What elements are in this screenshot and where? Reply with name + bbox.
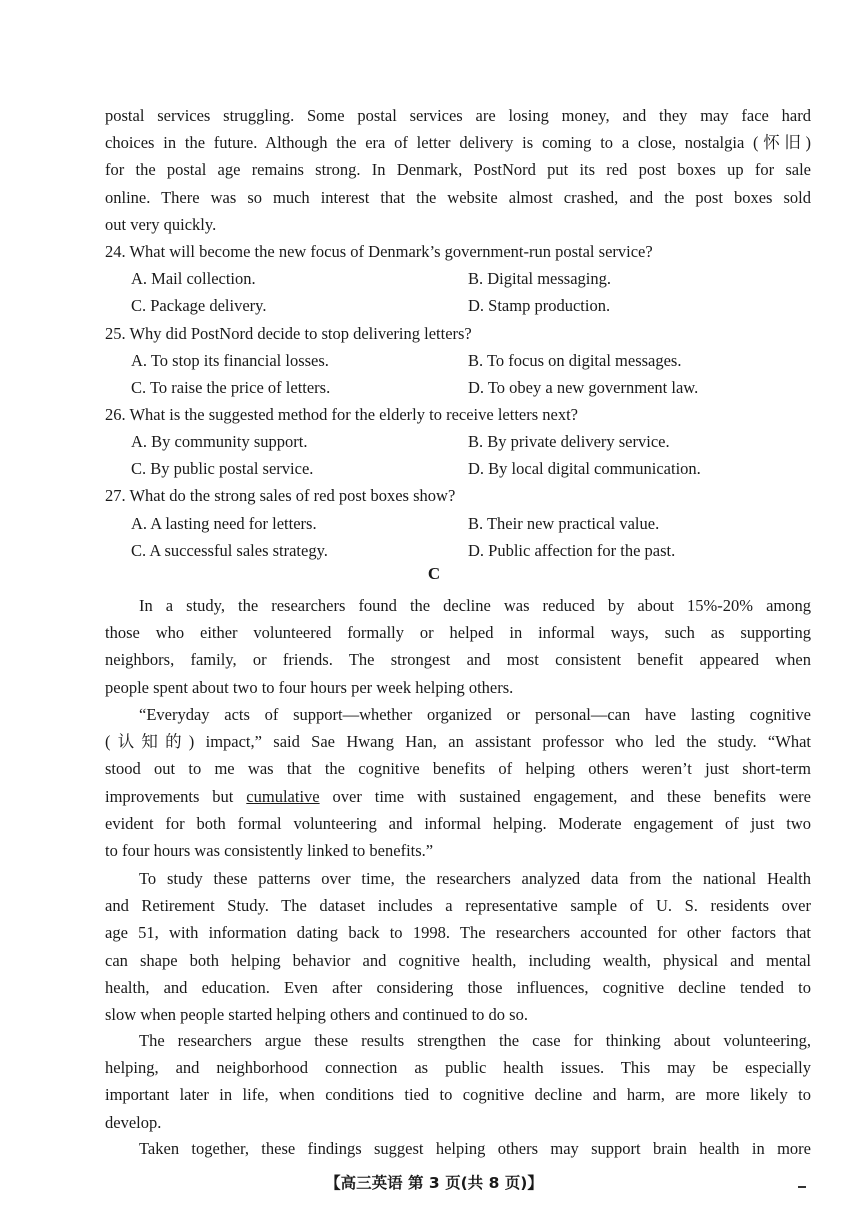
- question-25-option-a: A. To stop its financial losses.: [131, 351, 329, 370]
- paragraph-line: important later in life, when conditions tied to cognitive decline and harm, are more likely to: [105, 1085, 811, 1105]
- line-text: over time with sustained engagement, and these benefits were: [319, 786, 811, 806]
- paragraph-line: helping, and neighborhood connection as public health issues. This may be especially: [105, 1058, 811, 1078]
- section-heading-c: C: [427, 564, 441, 583]
- paragraph-line: [105, 783, 811, 810]
- question-27-option-b: B. Their new practical value.: [468, 514, 660, 533]
- paragraph-line: and Retirement Study. The dataset includes a representative sample of U. S. residents over: [105, 896, 811, 916]
- paragraph-line: In a study, the researchers found the decline was reduced by about 15%-20% among: [139, 596, 811, 615]
- question-24-stem: 24. What will become the new focus of Denmark’s government-run postal service?: [105, 242, 653, 261]
- scan-mark: [798, 1186, 806, 1188]
- question-24-option-d: D. Stamp production.: [468, 296, 611, 315]
- question-24-option-c: C. Package delivery.: [131, 296, 267, 315]
- line-text: improvements but: [105, 786, 247, 806]
- question-25-option-d: D. To obey a new government law.: [468, 378, 699, 397]
- paragraph-line: To study these patterns over time, the researchers analyzed data from the national Health: [139, 869, 811, 888]
- paragraph-line: out very quickly.: [105, 214, 217, 234]
- paragraph-line: slow when people started helping others and continued to do so.: [105, 1005, 528, 1025]
- question-24-option-b: B. Digital messaging.: [468, 269, 611, 288]
- question-26-option-a: A. By community support.: [131, 432, 308, 451]
- question-27-stem: 27. What do the strong sales of red post boxes show?: [105, 486, 456, 505]
- section-c-paragraph-4: [105, 1027, 811, 1136]
- question-25-option-c: C. To raise the price of letters.: [131, 378, 331, 397]
- paragraph-line: those who either volunteered formally or helped in informal ways, such as supporting: [105, 623, 811, 643]
- section-c-paragraph-5: [105, 1135, 811, 1162]
- question-26-option-b: B. By private delivery service.: [468, 432, 670, 451]
- question-26-option-c: C. By public postal service.: [131, 459, 314, 478]
- question-27-option-a: A. A lasting need for letters.: [131, 514, 317, 533]
- section-c-paragraph-3: [105, 865, 811, 1028]
- paragraph-line: evident for both formal volunteering and informal helping. Moderate engagement of just two: [105, 813, 811, 833]
- passage-b-ending: [105, 102, 811, 238]
- paragraph-line: health, and education. Even after considering those influences, cognitive decline tended to: [105, 977, 811, 997]
- paragraph-line: choices in the future. Although the era of letter delivery is coming to a close, nostalgia (怀旧): [105, 133, 811, 153]
- paragraph-line: postal services struggling. Some postal services are losing money, and they may face hard: [105, 106, 811, 125]
- paragraph-line: Taken together, these findings suggest helping others may support brain health in more: [139, 1139, 811, 1158]
- paragraph-line: for the postal age remains strong. In Denmark, PostNord put its red post boxes up for sale: [105, 160, 811, 180]
- question-26-stem: 26. What is the suggested method for the elderly to receive letters next?: [105, 405, 578, 424]
- page-footer: 【高三英语 第 3 页(共 8 页)】: [325, 1174, 543, 1192]
- question-25-stem: 25. Why did PostNord decide to stop delivering letters?: [105, 324, 472, 343]
- section-c-paragraph-2: [105, 701, 811, 864]
- question-27-option-d: D. Public affection for the past.: [468, 541, 676, 560]
- paragraph-line: people spent about two to four hours per week helping others.: [105, 677, 514, 697]
- paragraph-line: The researchers argue these results strengthen the case for thinking about volunteering,: [139, 1031, 811, 1050]
- paragraph-line: age 51, with information dating back to 1998. The researchers accounted for other factors that: [105, 923, 811, 943]
- paragraph-line: to four hours was consistently linked to benefits.”: [105, 841, 434, 861]
- section-c-paragraph-1: [105, 592, 811, 701]
- paragraph-line: online. There was so much interest that the website almost crashed, and the post boxes sold: [105, 187, 811, 207]
- question-25-option-b: B. To focus on digital messages.: [468, 351, 682, 370]
- paragraph-line: (认知的) impact,” said Sae Hwang Han, an assistant professor who led the study. “What: [105, 732, 811, 752]
- paragraph-line: develop.: [105, 1112, 162, 1132]
- question-27-option-c: C. A successful sales strategy.: [131, 541, 328, 560]
- question-24-option-a: A. Mail collection.: [131, 269, 256, 288]
- paragraph-line: stood out to me was that the cognitive benefits of helping others weren’t just short-term: [105, 759, 811, 779]
- question-26-option-d: D. By local digital communication.: [468, 459, 701, 478]
- underlined-word-cumulative: cumulative: [246, 786, 320, 806]
- paragraph-line: neighbors, family, or friends. The strongest and most consistent benefit appeared when: [105, 650, 811, 670]
- paragraph-line: can shape both helping behavior and cognitive health, including wealth, physical and mental: [105, 950, 811, 970]
- paragraph-line: “Everyday acts of support—whether organized or personal—can have lasting cognitive: [139, 705, 811, 724]
